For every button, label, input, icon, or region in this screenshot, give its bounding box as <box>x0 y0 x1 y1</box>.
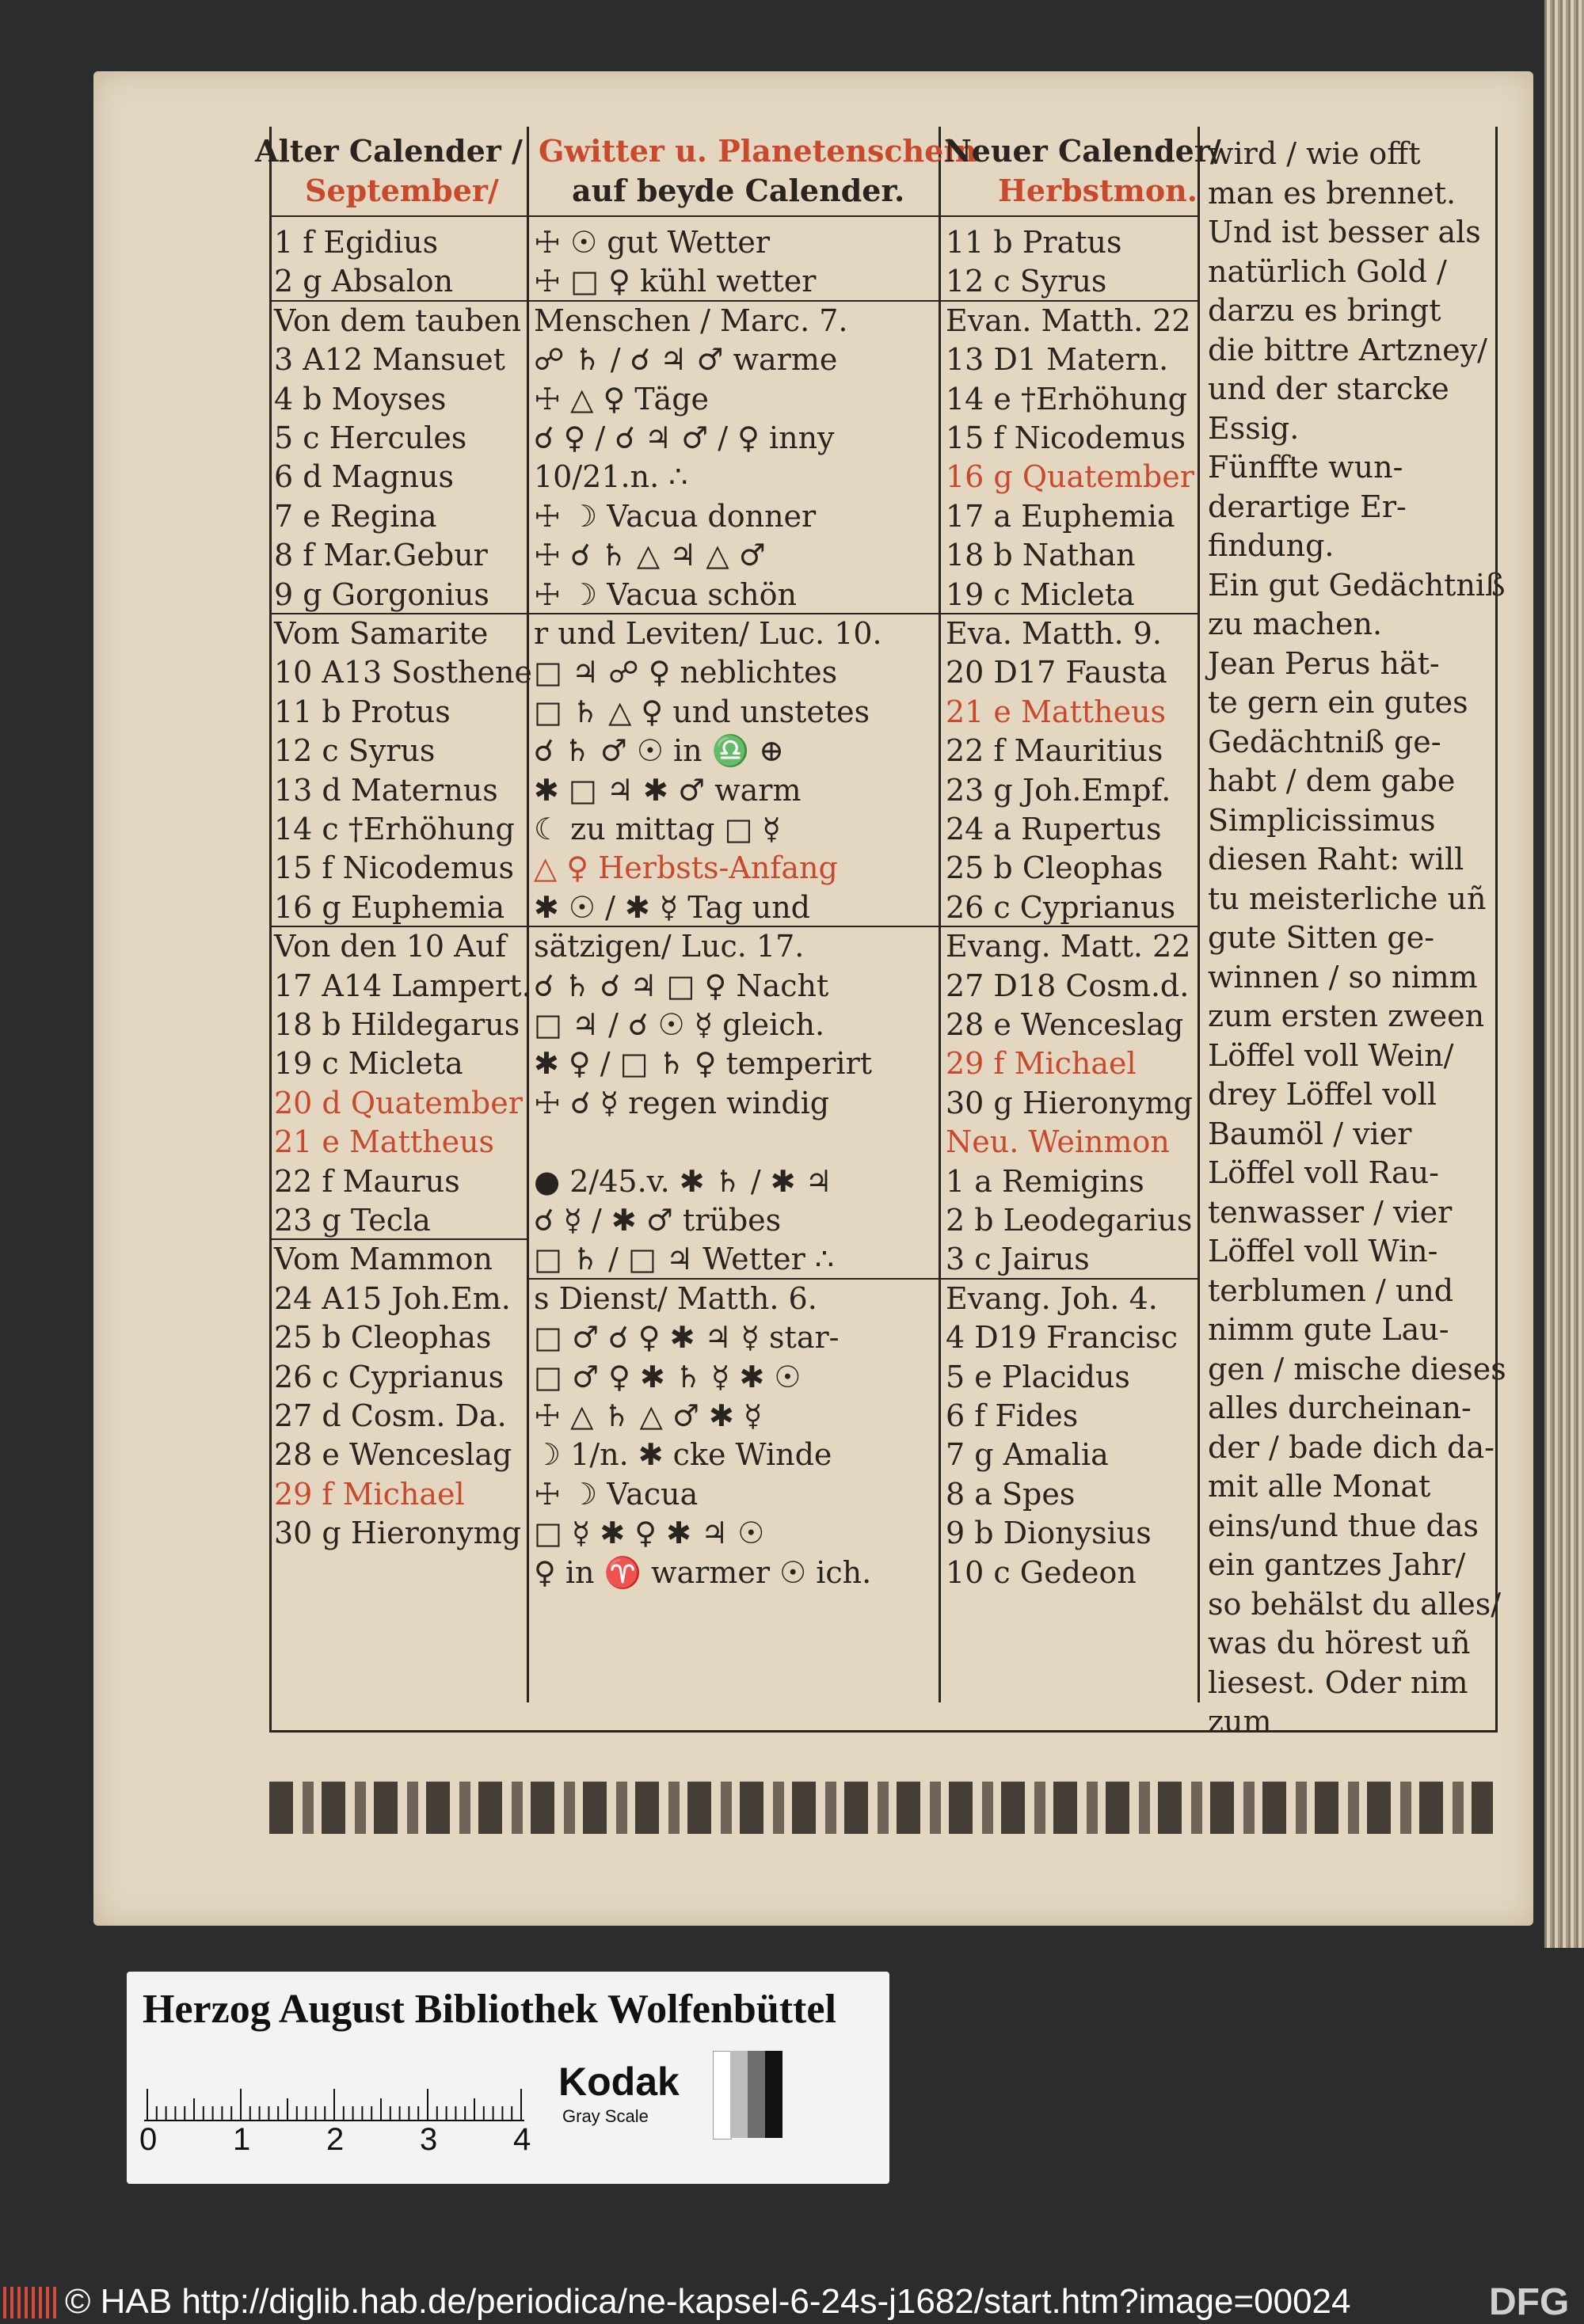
calendar-row: 2 b Leodegarius <box>946 1203 1193 1238</box>
note-line: gute Sitten ge- <box>1208 920 1435 955</box>
calendar-row: 21 e Mattheus <box>946 694 1167 729</box>
calendar-row: □ ♃ / ☌ ☉ ☿ gleich. <box>534 1007 825 1042</box>
calendar-row: 26 c Cyprianus <box>274 1359 505 1394</box>
gospel-heading: Vom Samarite <box>274 616 489 651</box>
calendar-row: 11 b Protus <box>274 694 451 729</box>
gospel-heading: Evan. Matth. 22 <box>946 302 1191 338</box>
calendar-row: 20 d Quatember <box>274 1085 523 1120</box>
calendar-row: 27 d Cosm. Da. <box>274 1398 507 1433</box>
note-line: liesest. Oder nim <box>1208 1664 1468 1700</box>
calendar-row: ☩ ☌ ☿ regen windig <box>534 1085 830 1120</box>
calendar-row: ☌ ♄ ☌ ♃ □ ♀ Nacht <box>534 968 829 1003</box>
note-line: Und ist besser als <box>1208 215 1481 249</box>
calendar-row: ☌ ♄ ♂ ☉ in ♎ ⊕ <box>534 733 784 769</box>
note-line: te gern ein gutes <box>1208 685 1468 720</box>
new-calendar-title: Neuer Calender/ <box>944 133 1221 169</box>
gray-swatch <box>748 2051 765 2138</box>
calendar-row: ☩ ☽ Vacua <box>534 1476 699 1512</box>
calendar-row: ☽ 1/n. ✱ cke Winde <box>534 1437 832 1473</box>
note-line: eins/und thue das <box>1208 1508 1479 1543</box>
note-line: Löffel voll Win- <box>1208 1234 1438 1269</box>
ruler-number: 4 <box>513 2122 531 2157</box>
calendar-row: 9 b Dionysius <box>946 1516 1152 1551</box>
calendar-row: 11 b Pratus <box>946 225 1122 260</box>
note-line: und der starcke <box>1208 371 1449 406</box>
library-color-card <box>127 1972 889 2184</box>
calendar-row: □ ☿ ✱ ♀ ✱ ♃ ☉ <box>534 1516 765 1551</box>
calendar-row: ☍ ♄ / ☌ ♃ ♂ warme <box>534 342 838 378</box>
note-line: terblumen / und <box>1208 1272 1454 1308</box>
calendar-row: ♀ in ♈ warmer ☉ ich. <box>534 1554 872 1590</box>
header-rule <box>269 215 1198 217</box>
calendar-row: □ ♃ ☍ ♀ neblichtes <box>534 655 838 690</box>
calendar-row: 25 b Cleophas <box>946 850 1163 886</box>
note-line: Gedächtniß ge- <box>1208 724 1441 759</box>
barcode-icon <box>3 2287 59 2318</box>
calendar-row: 18 b Nathan <box>946 538 1136 573</box>
source-url[interactable]: © HAB http://diglib.hab.de/periodica/ne-kapsel-6-24s-j1682/start.htm?image=00024 <box>65 2282 1351 2321</box>
new-calendar-month: Herbstmon. <box>998 173 1198 208</box>
calendar-row: 3 c Jairus <box>946 1242 1090 1277</box>
calendar-row: 22 f Maurus <box>274 1163 460 1199</box>
calendar-row: 7 g Amalia <box>946 1437 1109 1473</box>
column-divider <box>527 127 529 1702</box>
calendar-row: 6 d Magnus <box>274 459 454 495</box>
calendar-row: ☩ ☉ gut Wetter <box>534 225 771 260</box>
note-line: tu meisterliche uñ <box>1208 881 1487 916</box>
note-line: die bittre Artzney/ <box>1208 332 1487 367</box>
gospel-heading: Evang. Joh. 4. <box>946 1280 1158 1316</box>
calendar-row: ☩ ☽ Vacua donner <box>534 498 817 534</box>
note-line: diesen Raht: will <box>1208 842 1464 877</box>
calendar-row: ✱ ♀ / □ ♄ ♀ temperirt <box>534 1046 872 1082</box>
gospel-heading: Evang. Matt. 22 <box>946 929 1191 964</box>
calendar-row: 17 A14 Lampert. <box>274 968 531 1003</box>
gospel-heading: Menschen / Marc. 7. <box>534 302 848 338</box>
note-line: findung. <box>1208 528 1335 563</box>
calendar-row: 24 a Rupertus <box>946 812 1162 846</box>
calendar-row: 9 g Gorgonius <box>274 576 489 612</box>
note-line: drey Löffel voll <box>1208 1077 1437 1112</box>
note-line: habt / dem gabe <box>1208 763 1456 798</box>
gospel-heading: Von dem tauben <box>274 302 521 338</box>
note-line: gen / mische dieses <box>1208 1351 1506 1386</box>
calendar-row: ☩ □ ♀ kühl wetter <box>534 264 817 299</box>
calendar-row: ☌ ♀ / ☌ ♃ ♂ / ♀ inny <box>534 420 835 455</box>
calendar-row: 4 D19 Francisc <box>946 1320 1178 1356</box>
note-line: derartige Er- <box>1208 489 1407 524</box>
calendar-row: 12 c Syrus <box>946 264 1107 299</box>
calendar-row: 10 c Gedeon <box>946 1554 1137 1590</box>
note-line: alles durcheinan- <box>1208 1390 1472 1425</box>
note-line: Essig. <box>1208 410 1300 446</box>
calendar-row: 27 D18 Cosm.d. <box>946 968 1190 1003</box>
note-line: Ein gut Gedächtniß <box>1208 567 1506 603</box>
note-line: so behälst du alles/ <box>1208 1586 1502 1622</box>
calendar-row: 25 b Cleophas <box>274 1320 492 1356</box>
calendar-row: 23 g Tecla <box>274 1203 431 1238</box>
note-line: nimm gute Lau- <box>1208 1312 1449 1347</box>
note-line: man es brennet. <box>1208 175 1456 211</box>
calendar-row: 6 f Fides <box>946 1398 1079 1433</box>
calendar-row: 12 c Syrus <box>274 733 436 769</box>
calendar-row: ☩ △ ♄ △ ♂ ✱ ☿ <box>534 1398 763 1433</box>
calendar-row: ✱ □ ♃ ✱ ♂ warm <box>534 772 802 808</box>
gray-swatch <box>713 2051 732 2140</box>
calendar-row: ☩ ☽ Vacua schön <box>534 576 797 612</box>
gospel-heading: Von den 10 Auf <box>274 929 507 964</box>
note-line: Jean Perus hät- <box>1208 645 1440 681</box>
calendar-row: 26 c Cyprianus <box>946 889 1176 925</box>
decorative-border <box>269 1782 1493 1834</box>
calendar-row: ☌ ☿ / ✱ ♂ trübes <box>534 1203 782 1238</box>
gospel-heading: Eva. Matth. 9. <box>946 616 1163 651</box>
calendar-row: 8 f Mar.Gebur <box>274 538 488 573</box>
calendar-row: 13 D1 Matern. <box>946 342 1169 378</box>
calendar-row: Neu. Weinmon <box>946 1124 1170 1160</box>
gospel-heading: sätzigen/ Luc. 17. <box>534 929 805 964</box>
calendar-row: 1 f Egidius <box>274 225 439 260</box>
calendar-row: 22 f Mauritius <box>946 733 1163 769</box>
calendar-row: ✱ ☉ / ✱ ☿ Tag und <box>534 889 810 925</box>
ruler-number: 1 <box>233 2122 251 2157</box>
ruler-number: 2 <box>326 2122 345 2157</box>
old-calendar-title: Alter Calender / <box>255 133 523 169</box>
calendar-row: 5 c Hercules <box>274 420 467 455</box>
calendar-row: 29 f Michael <box>946 1046 1137 1082</box>
calendar-row: 10/21.n. ∴ <box>534 459 688 495</box>
note-line: Löffel voll Rau- <box>1208 1155 1440 1190</box>
calendar-row: □ ♂ ☌ ♀ ✱ ♃ ☿ star- <box>534 1320 840 1356</box>
calendar-row: 2 g Absalon <box>274 264 454 299</box>
gospel-heading: r und Leviten/ Luc. 10. <box>534 616 882 651</box>
note-line: darzu es bringt <box>1208 293 1441 328</box>
column-divider <box>939 127 941 1702</box>
calendar-row: 16 g Euphemia <box>274 889 505 925</box>
page-gutter <box>1544 0 1584 1948</box>
footer-bar <box>0 2280 1584 2323</box>
calendar-row: △ ♀ Herbsts-Anfang <box>534 850 838 886</box>
note-line: Simplicissimus <box>1208 802 1436 838</box>
calendar-row: 24 A15 Joh.Em. <box>274 1280 511 1316</box>
calendar-row: ● 2/45.v. ✱ ♄ / ✱ ♃ <box>534 1163 832 1199</box>
dfg-logo: DFG <box>1489 2281 1570 2323</box>
calendar-row: 20 D17 Fausta <box>946 655 1167 690</box>
kodak-logo: Kodak <box>558 2060 680 2104</box>
gray-scale-label: Gray Scale <box>562 2106 649 2126</box>
weather-column-title: Gwitter u. Planetenschein <box>539 133 977 169</box>
calendar-row: 21 e Mattheus <box>274 1124 495 1160</box>
library-name: Herzog August Bibliothek Wolfenbüttel <box>143 1987 836 2032</box>
calendar-row: 30 g Hieronymg <box>274 1516 521 1551</box>
calendar-row: 7 e Regina <box>274 498 437 534</box>
note-line: zu machen. <box>1208 607 1383 641</box>
calendar-row: 14 c †Erhöhung <box>274 812 515 846</box>
calendar-row: □ ♂ ♀ ✱ ♄ ☿ ✱ ☉ <box>534 1359 802 1394</box>
calendar-row: ☩ ☌ ♄ △ ♃ △ ♂ <box>534 538 766 573</box>
column-divider <box>1198 127 1200 1702</box>
note-line: Baumöl / vier <box>1208 1116 1412 1151</box>
calendar-row: 19 c Micleta <box>274 1046 463 1082</box>
weather-column-subtitle: auf beyde Calender. <box>572 173 905 208</box>
calendar-row: 14 e †Erhöhung <box>946 381 1188 416</box>
calendar-row: 18 b Hildegarus <box>274 1007 520 1042</box>
calendar-row: □ ♄ / □ ♃ Wetter ∴ <box>534 1242 835 1277</box>
notes-column <box>1208 135 1506 1742</box>
calendar-row: 10 A13 Sosthene <box>274 655 532 690</box>
note-line: winnen / so nimm <box>1208 959 1478 995</box>
calendar-row: 28 e Wenceslag <box>274 1437 512 1473</box>
measuring-ruler <box>144 2075 524 2122</box>
calendar-row: 28 e Wenceslag <box>946 1007 1184 1042</box>
calendar-row: 13 d Maternus <box>274 772 498 808</box>
calendar-row: □ ♄ △ ♀ und unstetes <box>534 694 870 729</box>
calendar-row: ☾ zu mittag □ ☿ <box>534 812 781 846</box>
note-line: natürlich Gold / <box>1208 253 1447 289</box>
calendar-row: 8 a Spes <box>946 1476 1076 1512</box>
ruler-number: 3 <box>420 2122 438 2157</box>
calendar-row: 23 g Joh.Empf. <box>946 772 1171 808</box>
note-line: was du hörest uñ <box>1208 1626 1471 1660</box>
note-line: tenwasser / vier <box>1208 1194 1453 1230</box>
calendar-row: 4 b Moyses <box>274 381 447 416</box>
calendar-row: 15 f Nicodemus <box>946 420 1186 455</box>
calendar-row: 3 A12 Mansuet <box>274 342 505 378</box>
gray-swatch <box>730 2051 748 2138</box>
note-line: Fünffte wun- <box>1208 450 1403 485</box>
note-line: Löffel voll Wein/ <box>1208 1037 1454 1073</box>
ruler-number: 0 <box>139 2122 158 2157</box>
calendar-row: 5 e Placidus <box>946 1359 1130 1394</box>
gray-swatch <box>765 2051 782 2138</box>
gospel-heading: Vom Mammon <box>274 1242 493 1277</box>
calendar-row: 17 a Euphemia <box>946 498 1175 534</box>
calendar-row: 19 c Micleta <box>946 576 1135 612</box>
calendar-row: 16 g Quatember <box>946 459 1194 495</box>
calendar-row: 30 g Hieronymg <box>946 1085 1193 1120</box>
note-line: zum <box>1208 1704 1272 1739</box>
calendar-row: 29 f Michael <box>274 1476 465 1512</box>
calendar-row: 15 f Nicodemus <box>274 850 514 886</box>
note-line: mit alle Monat <box>1208 1469 1431 1504</box>
old-calendar-month: September/ <box>305 173 499 208</box>
note-line: zum ersten zween <box>1208 998 1485 1033</box>
note-line: der / bade dich da- <box>1208 1429 1495 1465</box>
note-line: ein gantzes Jahr/ <box>1208 1547 1466 1582</box>
calendar-row: ☩ △ ♀ Täge <box>534 381 710 416</box>
gospel-heading: s Dienst/ Matth. 6. <box>534 1280 817 1316</box>
note-line: wird / wie offt <box>1208 136 1421 171</box>
calendar-row: 1 a Remigins <box>946 1163 1144 1199</box>
